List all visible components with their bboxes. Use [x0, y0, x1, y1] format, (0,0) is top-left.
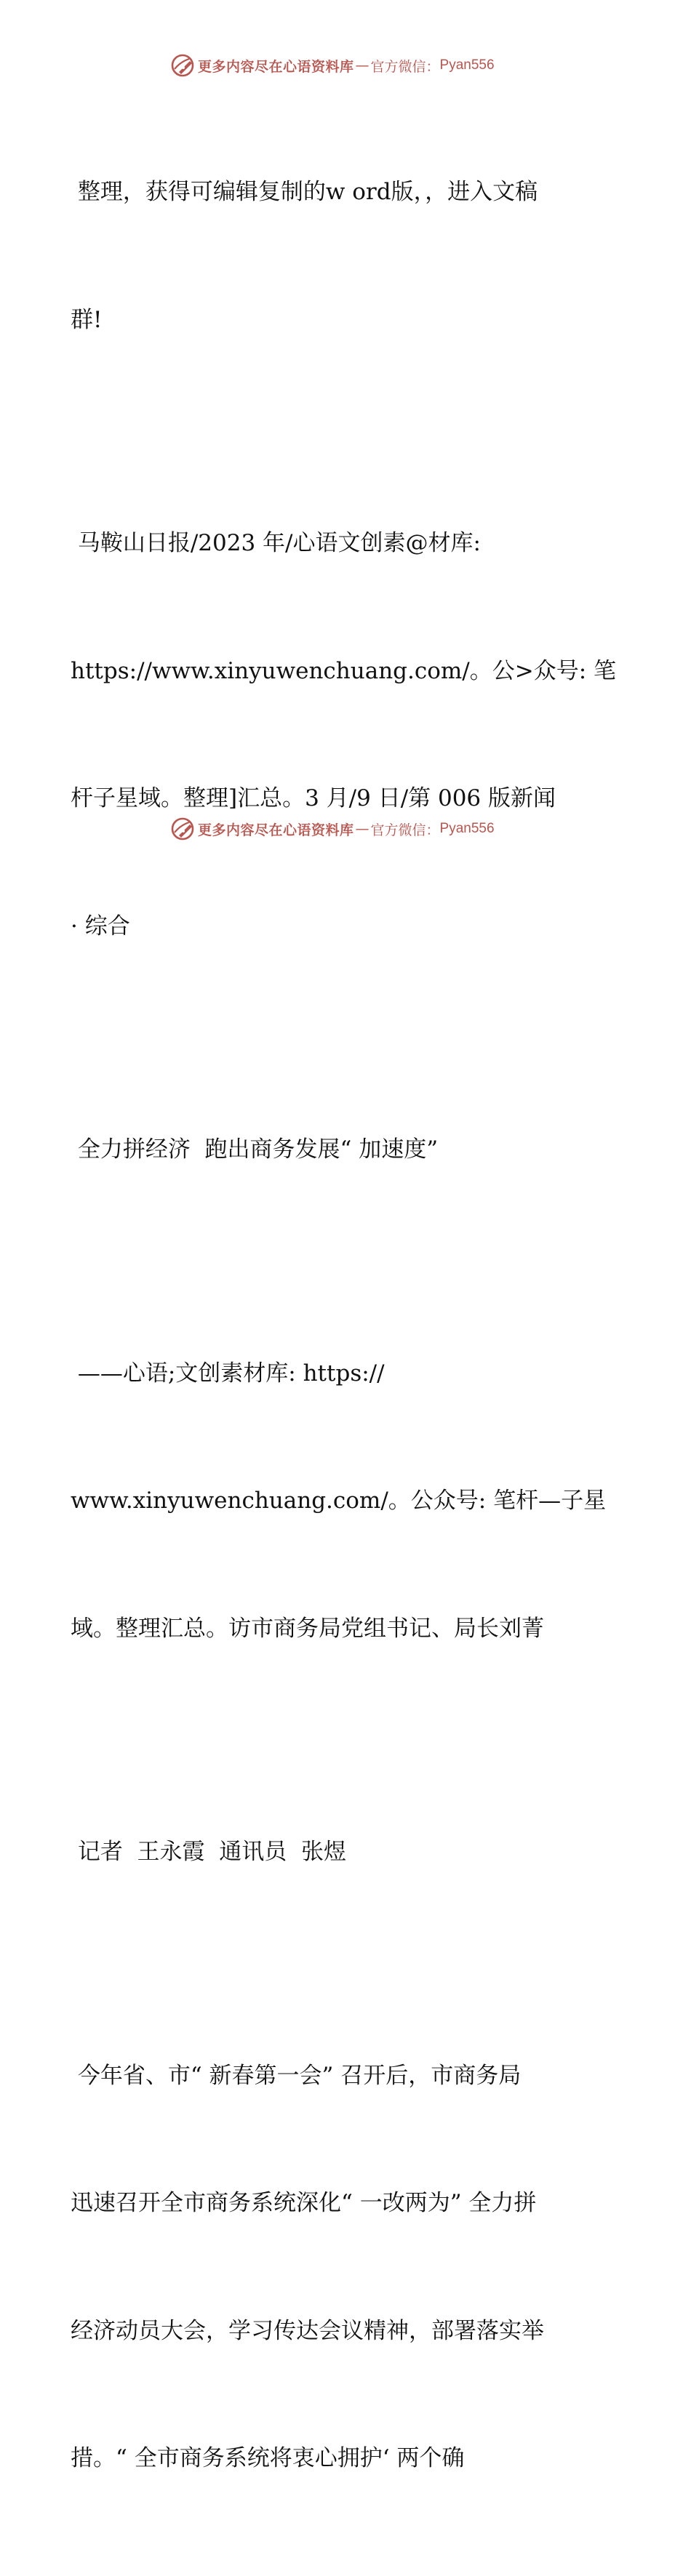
text-line: 经济动员大会，学习传达会议精神，部署落实举 [71, 2317, 544, 2344]
banner-wechat-label: 官方微信： [370, 58, 440, 75]
source-paragraph [71, 437, 623, 1032]
header-banner [170, 52, 495, 79]
text-line: 全力拼经济 跑出商务发展“ 加速度” [71, 1136, 439, 1163]
banner-separator: — [355, 821, 370, 837]
byline [71, 1746, 623, 1959]
text-line: 马鞍山日报/2023 年/心语文创素@材库: [71, 530, 481, 556]
text-line: https://www.xinyuwenchuang.com/。公>众号: 笔 [71, 657, 617, 684]
intro-paragraph [71, 86, 623, 426]
article-title [71, 1043, 623, 1256]
text-line: 群! [71, 306, 103, 333]
banner-wechat-label: 官方微信： [370, 822, 440, 838]
text-line: 迅速召开全市商务系统深化“ 一改两为” 全力拼 [71, 2190, 537, 2216]
text-line: 记者 王永霞 通讯员 张煜 [71, 1839, 346, 1865]
banner-separator: — [355, 57, 370, 73]
text-line: 措。“ 全市商务系统将衷心拥护‘ 两个确 [71, 2445, 465, 2471]
article-subtitle [71, 1267, 623, 1736]
document-body [71, 86, 623, 2576]
text-line: 今年省、市“ 新春第一会” 召开后，市商务局 [71, 2062, 522, 2089]
pen-logo-icon [170, 816, 195, 841]
text-line: www.xinyuwenchuang.com/。公众号: 笔杆—子星 [71, 1488, 607, 1514]
footer-banner [170, 816, 495, 842]
text-line: 整理，获得可编辑复制的w ord版，，进入文稿 [71, 179, 538, 205]
text-line: · 综合 [71, 912, 130, 939]
text-line: 杆子星域。整理]汇总。3 月/9 日/第 006 版新闻 [71, 785, 556, 811]
text-line: ——心语;文创素材库: https:// [71, 1360, 385, 1387]
banner-library-text: 更多内容尽在心语资料库 [198, 822, 354, 838]
banner-wechat-id: Pyan556 [439, 57, 495, 73]
banner-wechat-id: Pyan556 [439, 821, 495, 836]
banner-library-text: 更多内容尽在心语资料库 [198, 58, 354, 75]
text-line: 域。整理汇总。访市商务局党组书记、局长刘菁 [71, 1615, 544, 1642]
body-paragraph [71, 1970, 623, 2565]
pen-logo-icon [170, 53, 195, 78]
